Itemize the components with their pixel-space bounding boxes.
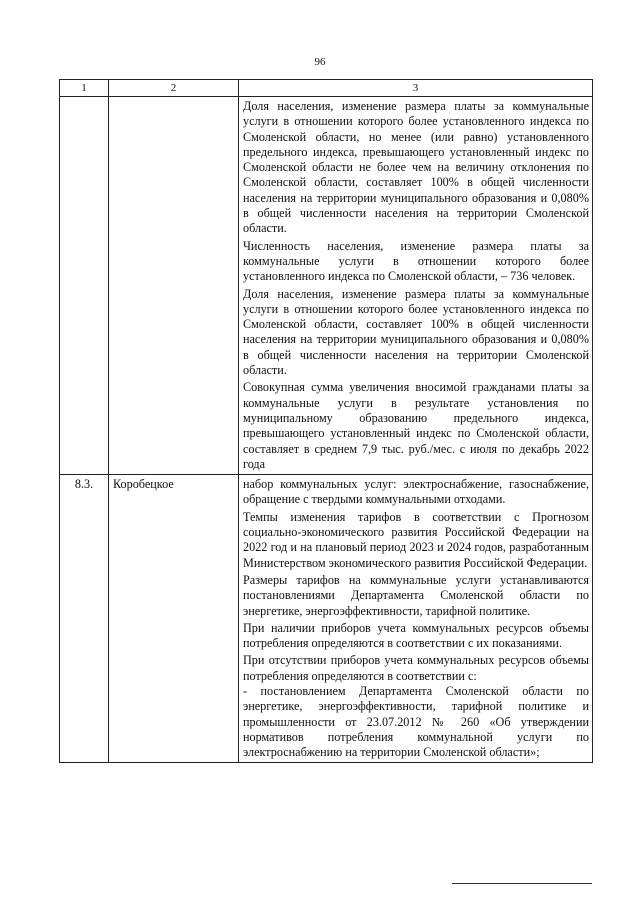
paragraph: При отсутствии приборов учета коммунальных ресурсов объемы потребления определяются в соответствии с:	[243, 653, 589, 683]
paragraph: Совокупная сумма увеличения вносимой гражданами платы за коммунальные услуги в результате установления по муниципальному образованию предельного индекса, превышающего установленный индекс по Смоленской области, составляет в среднем 7,9 тыс. руб./мес. с июля по декабрь 2022 года	[243, 380, 589, 471]
table-header-row	[60, 80, 593, 97]
paragraph: набор коммунальных услуг: электроснабжение, газоснабжение, обращение с твердыми коммунальными отходами.	[243, 477, 589, 507]
paragraph: - постановлением Департамента Смоленской области по энергетике, энергоэффективности, тарифной политике и промышленности от 23.07.2012 № 260 «Об утверждении нормативов потребления коммунальной услуги по электроснабжению на территории Смоленской области»;	[243, 683, 589, 760]
paragraph: Численность населения, изменение размера платы за коммунальные услуги в отношении которого более установленного индекса по Смоленской области, – 736 человек.	[243, 238, 589, 284]
paragraph: Темпы изменения тарифов в соответствии с Прогнозом социально-экономического развития Российской Федерации на 2022 год и на плановый период 2023 и 2024 годов, разработанным Министерством экономического развития Российской Федерации.	[243, 509, 589, 570]
paragraph: Доля населения, изменение размера платы за коммунальные услуги в отношении которого более установленного индекса по Смоленской области, составляет 100% в общей численности населения на территории муниципального образования и 0,080% в общей численности населения на территории Смоленской области.	[243, 286, 589, 378]
paragraph: Размеры тарифов на коммунальные услуги устанавливаются постановлениями Департамента Смоленской области по энергетике, энергоэффективности, тарифной политике.	[243, 572, 589, 618]
paragraph: При наличии приборов учета коммунальных ресурсов объемы потребления определяются в соответствии с их показаниями.	[243, 620, 589, 651]
header-cell-1: 1	[60, 80, 109, 97]
header-cell-2: 2	[109, 80, 239, 97]
description-cell	[239, 97, 593, 475]
table-row	[60, 97, 593, 475]
row-number-cell: 8.3.	[60, 475, 109, 763]
document-table	[59, 79, 593, 763]
header-cell-3: 3	[239, 80, 593, 97]
footer-rule	[452, 883, 592, 884]
row-number-cell	[60, 97, 109, 475]
municipality-name-cell: Коробецкое	[109, 475, 239, 763]
page-number: 96	[314, 56, 326, 68]
description-cell	[239, 475, 593, 763]
table-row	[60, 475, 593, 763]
paragraph: Доля населения, изменение размера платы за коммунальные услуги в отношении которого более установленного индекса по Смоленской области, но менее (или равно) установленного предельного индекса, превышающего установленный индекс по Смоленской области не более чем на величину отклонения по Смоленской области, составляет 100% в общей численности населения на территории муниципального образования и 0,080% в общей численности населения на территории Смоленской области.	[243, 99, 589, 236]
municipality-name-cell	[109, 97, 239, 475]
